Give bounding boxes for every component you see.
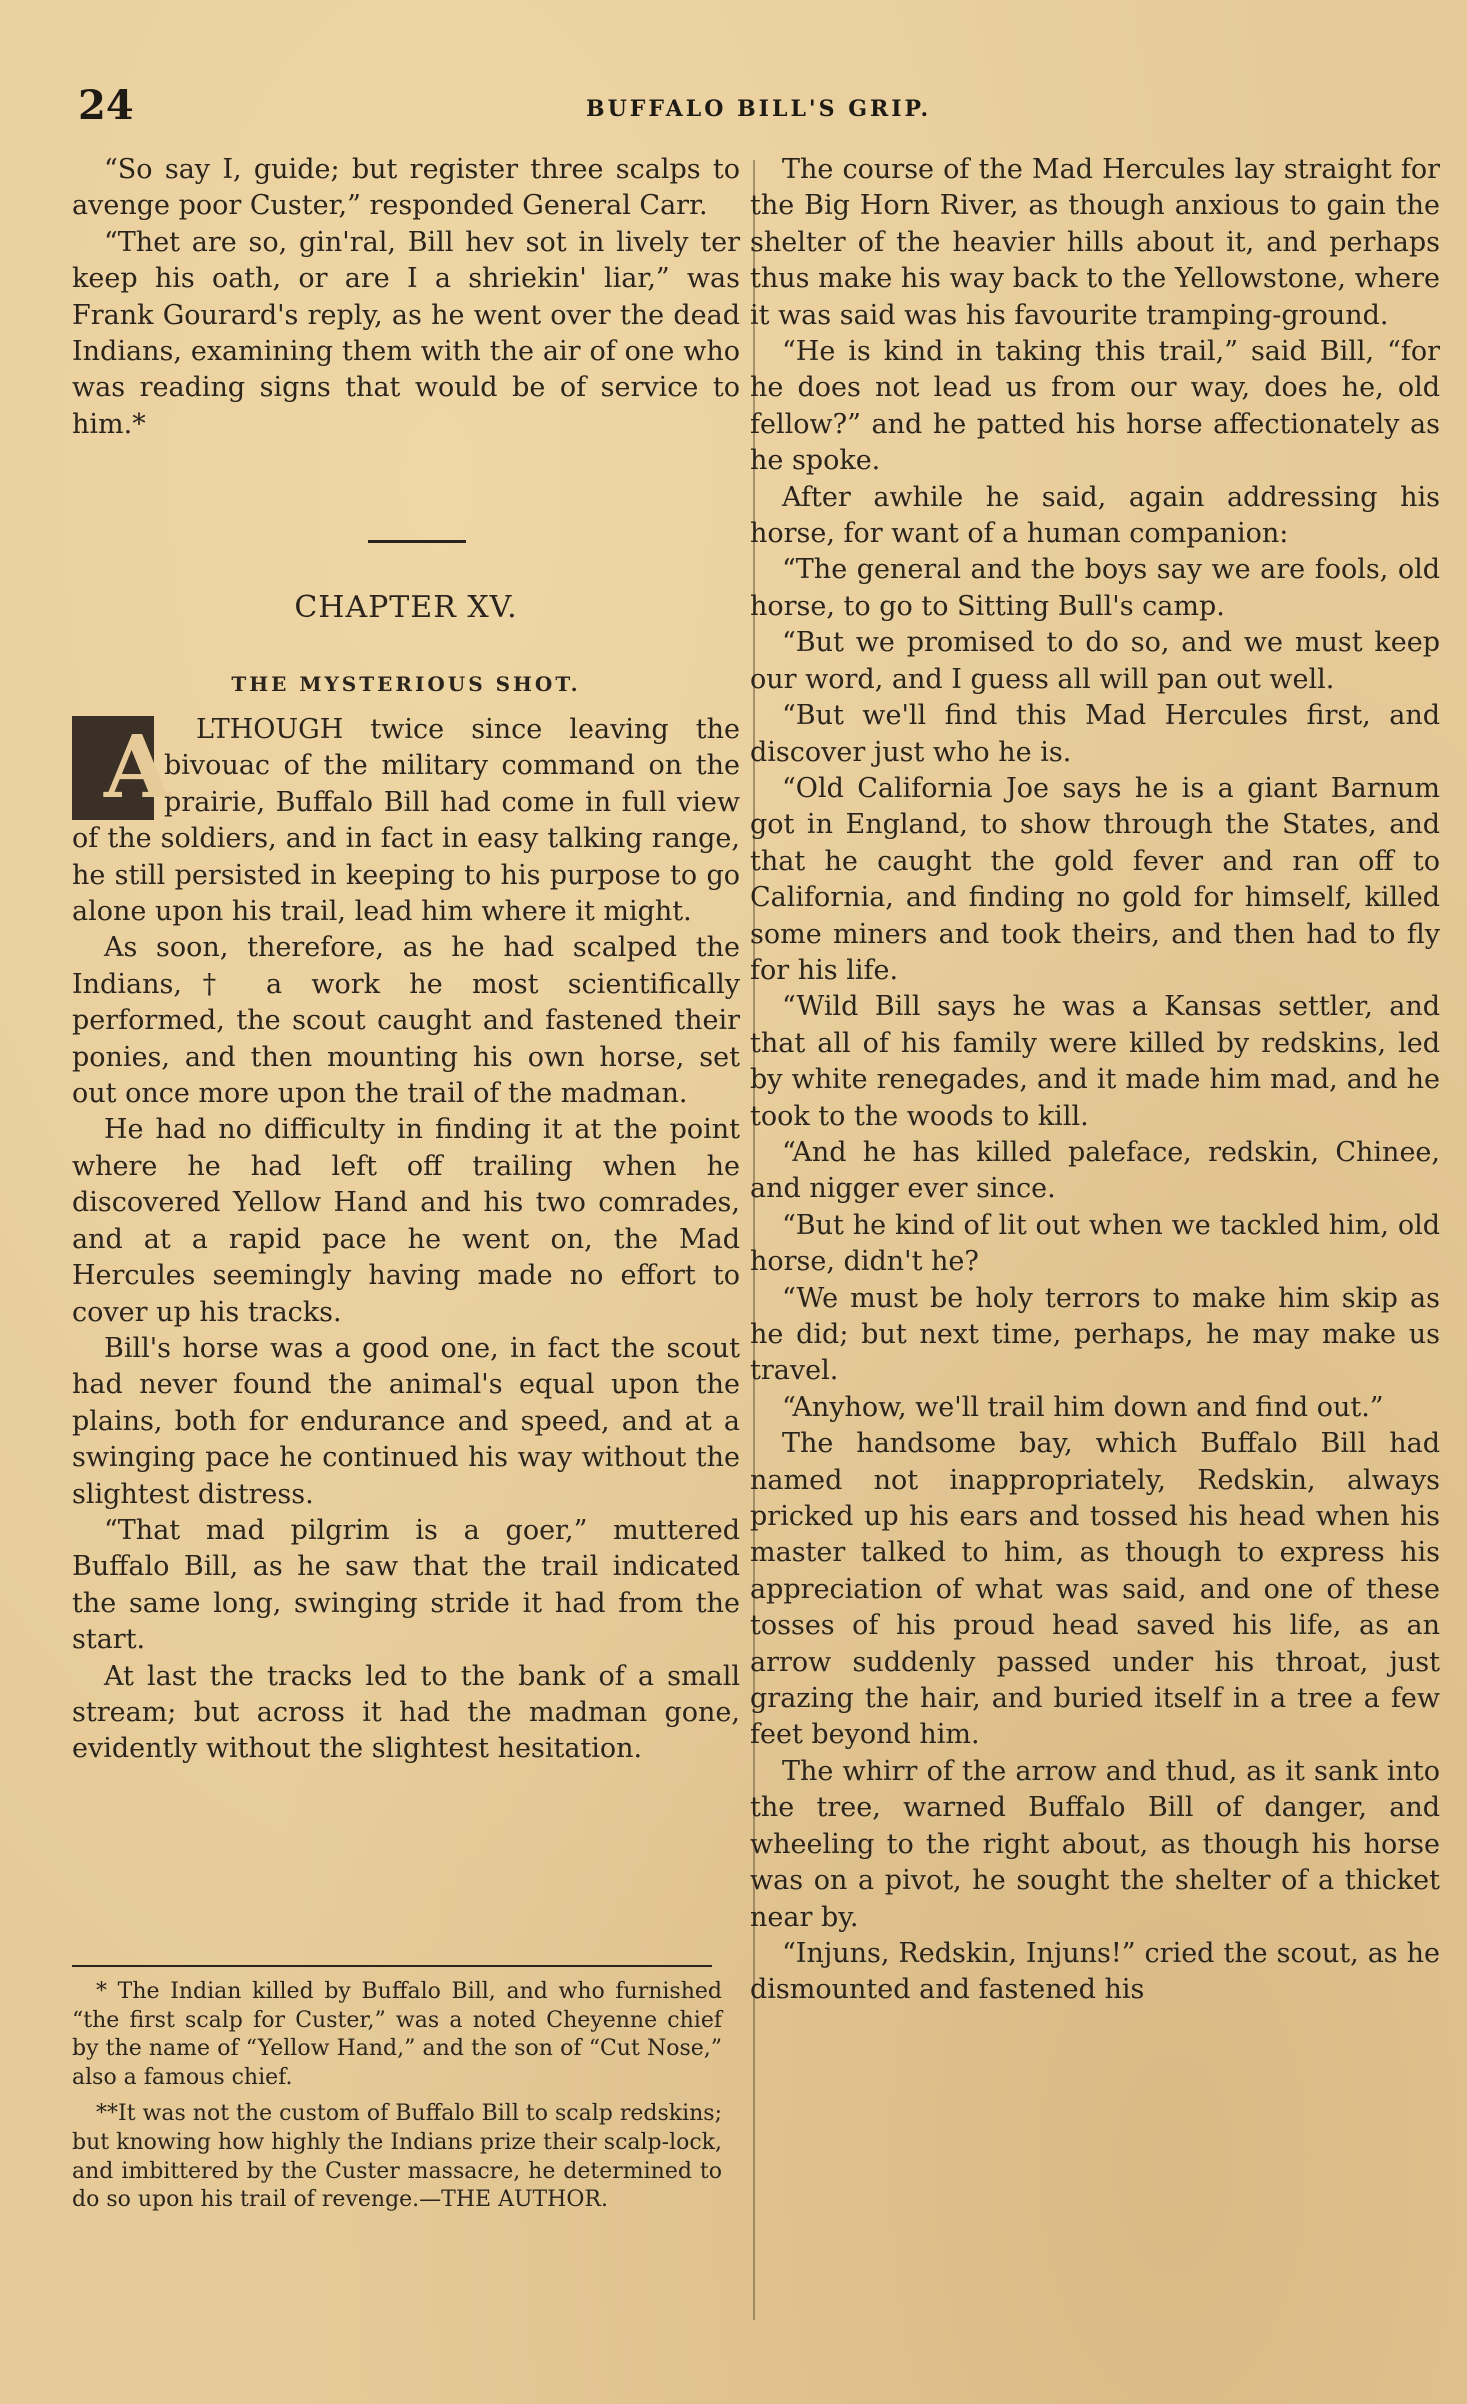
- paragraph: “But we'll find this Mad Hercules first, and discover just who he is.: [750, 700, 1440, 768]
- opening-paragraph: [72, 712, 740, 930]
- paragraph: “And he has killed paleface, redskin, Chinee, and nigger ever since.: [750, 1136, 1440, 1205]
- page-number: 24: [78, 82, 134, 129]
- paragraph: “So say I, guide; but register three scalps to avenge poor Custer,” responded General Carr.: [72, 154, 740, 222]
- paragraph: “Injuns, Redskin, Injuns!” cried the scout, as he dismounted and fastened his: [750, 1937, 1440, 2006]
- paragraph: Bill's horse was a good one, in fact the scout had never found the animal's equal upon the plains, both for endurance and speed, and at a swinging pace he continued his way without the slightest distress.: [72, 1332, 740, 1510]
- footnote: * The Indian killed by Buffalo Bill, and who furnished “the first scalp for Custer,” was a noted Cheyenne chief by the name of “Yellow Hand,” and the son of “Cut Nose,” also a famous chief.: [72, 1979, 722, 2090]
- paragraph: The handsome bay, which Buffalo Bill had named not inappropriately, Redskin, always pricked up his ears and tossed his head when his master talked to him, as though to express his appreciation of what was said, and one of these tosses of his proud head saved his life, as an arrow suddenly passed under his throat, just grazing the hair, and buried itself in a tree a few feet beyond him.: [750, 1428, 1440, 1751]
- paragraph: After awhile he said, again addressing his horse, for want of a human companion:: [750, 481, 1440, 550]
- chapter-heading: CHAPTER XV.: [294, 590, 518, 625]
- paragraph: “The general and the boys say we are fools, old horse, to go to Sitting Bull's camp.: [750, 554, 1440, 622]
- page-header: [78, 82, 1378, 132]
- paragraph: At last the tracks led to the bank of a small stream; but across it had the madman gone, evidently without the slightest hesitation.: [72, 1660, 740, 1765]
- paragraph: He had no difficulty in finding it at the point where he had left off trailing when he discovered Yellow Hand and his two comrades, and at a rapid pace he went on, the Mad Hercules seemingly having made no effort to cover up his tracks.: [72, 1114, 740, 1328]
- paragraph: The whirr of the arrow and thud, as it sank into the tree, warned Buffalo Bill of danger, and wheeling to the right about, as though his horse was on a pivot, he sought the shelter of a thicket near by.: [750, 1755, 1440, 1933]
- left-column-top: [72, 152, 740, 443]
- dropcap: A: [72, 716, 154, 820]
- paragraph: “Wild Bill says he was a Kansas settler, and that all of his family were killed by redskins, led by white renegades, and it made him mad, and he took to the woods to kill.: [750, 991, 1440, 1132]
- paragraph: “Thet are so, gin'ral, Bill hev sot in lively ter keep his oath, or are I a shriekin' liar,” was Frank Gourard's reply, as he went over the dead Indians, examining them with the air of one who was reading signs that would be of service to him.*: [72, 226, 740, 440]
- running-title: BUFFALO BILL'S GRIP.: [586, 96, 932, 122]
- footnote-rule: [72, 1965, 712, 1967]
- paragraph: “But we promised to do so, and we must keep our word, and I guess all will pan out well.: [750, 627, 1440, 695]
- paragraph: “We must be holy terrors to make him skip as he did; but next time, perhaps, he may make us travel.: [750, 1282, 1440, 1387]
- chapter-body: [72, 712, 740, 1768]
- paragraph: The course of the Mad Hercules lay straight for the Big Horn River, as though anxious to gain the shelter of the heavier hills about it, and perhaps thus make his way back to the Yellowstone, where it was said was his favourite tramping-ground.: [750, 154, 1440, 331]
- chapter-subtitle: THE MYSTERIOUS SHOT.: [231, 672, 581, 696]
- footnote: **It was not the custom of Buffalo Bill to scalp redskins; but knowing how highly the Indians prize their scalp-lock, and imbittered by the Custer massacre, he determined to do so upon his trail of revenge.—THE AUTHOR.: [72, 2101, 722, 2213]
- opening-paragraph-text: LTHOUGH twice since leaving the bivouac of the military command on the prairie, Buffalo Bill had come in full view of the soldiers, and in fact in easy talking range, he still persisted in keeping to his purpose to go alone upon his trail, lead him where it might.: [72, 714, 740, 928]
- section-rule: [368, 540, 466, 543]
- paragraph: As soon, therefore, as he had scalped the Indians,† a work he most scientifically performed, the scout caught and fastened their ponies, and then mounting his own horse, set out once more upon the trail of the madman.: [72, 932, 740, 1110]
- paragraph: “That mad pilgrim is a goer,” muttered Buffalo Bill, as he saw that the trail indicated the same long, swinging stride it had from the start.: [72, 1514, 740, 1656]
- right-column: [750, 152, 1440, 2009]
- paragraph: “Anyhow, we'll trail him down and find out.”: [782, 1391, 1384, 1423]
- footnotes: [72, 1978, 722, 2223]
- paragraph: “Old California Joe says he is a giant Barnum got in England, to show through the States, and that he caught the gold fever and ran off to California, and finding no gold for himself, killed some miners and took theirs, and then had to fly for his life.: [750, 772, 1440, 986]
- paragraph: “He is kind in taking this trail,” said Bill, “for he does not lead us from our way, does he, old fellow?” and he patted his horse affectionately as he spoke.: [750, 336, 1440, 477]
- paragraph: “But he kind of lit out when we tackled him, old horse, didn't he?: [750, 1209, 1440, 1278]
